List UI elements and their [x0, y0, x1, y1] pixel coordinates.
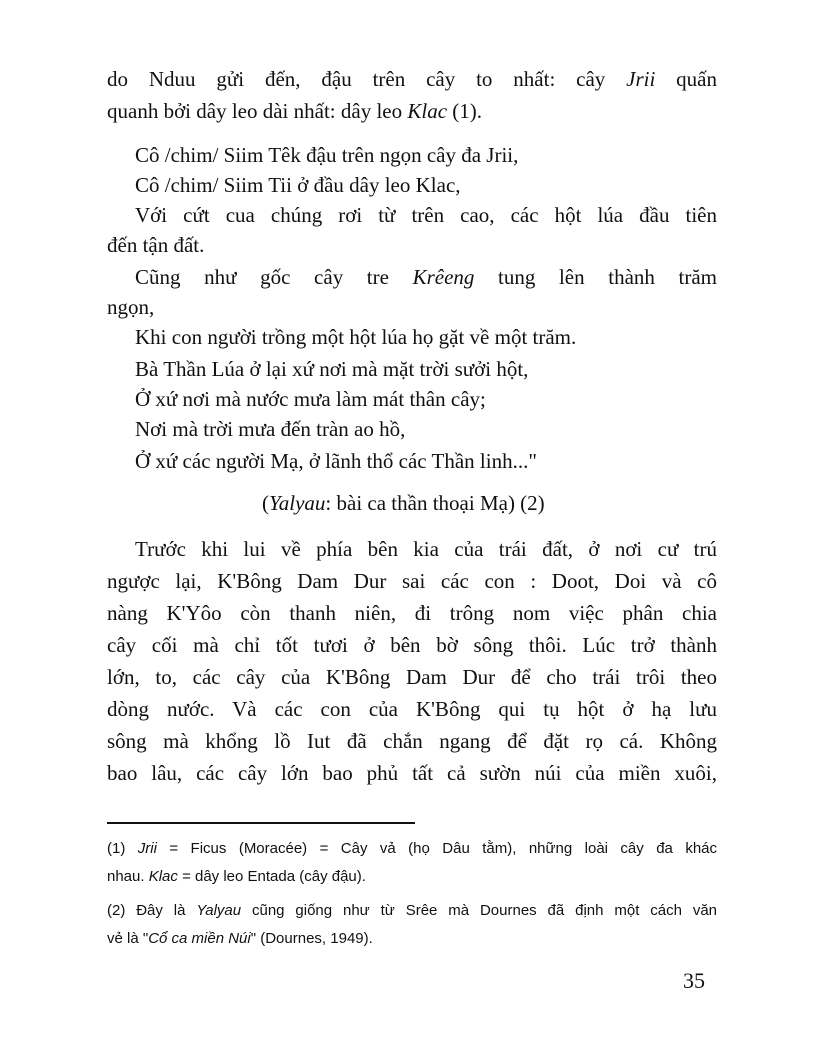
poem-line-1: Cô /chim/ Siim Têk đậu trên ngọn cây đa Jrii, [135, 143, 519, 167]
poem-line-11: Ở xứ các người Mạ, ở lãnh thổ các Thần linh..." [135, 449, 537, 473]
intro-line-1: do Nduu gửi đến, đậu trên cây to nhất: cây Jrii quấn [107, 67, 717, 91]
body-line-8: bao lâu, các cây lớn bao phủ tất cả sườn núi của miền xuôi, [107, 761, 717, 785]
footnote-1-line-1: (1) Jrii = Ficus (Moracée) = Cây vả (họ Dâu tằm), những loài cây đa khác [107, 840, 718, 857]
poem-line-8: Bà Thần Lúa ở lại xứ nơi mà mặt trời sưởi hột, [135, 357, 529, 381]
poem-line-3: Với cứt cua chúng rơi từ trên cao, các hột lúa đầu tiên [135, 203, 717, 227]
poem-line-2: Cô /chim/ Siim Tii ở đầu dây leo Klac, [135, 173, 461, 197]
body-line-7: sông mà khổng lồ Iut đã chắn ngang để đặt rọ cá. Không [107, 729, 717, 753]
poem-line-6: ngọn, [107, 295, 155, 319]
body-line-4: cây cối mà chỉ tốt tươi ở bên bờ sông thôi. Lúc trở thành [107, 633, 717, 657]
poem-line-5: Cũng như gốc cây tre Krêeng tung lên thành trăm [135, 265, 717, 289]
poem-line-10: Nơi mà trời mưa đến tràn ao hồ, [135, 417, 406, 441]
body-line-1: Trước khi lui về phía bên kia của trái đất, ở nơi cư trú [135, 537, 717, 561]
footnote-2-line-1: (2) Đây là Yalyau cũng giống như từ Srêe mà Dournes đã định một cách văn [107, 902, 718, 919]
body-line-5: lớn, to, các cây của K'Bông Dam Dur để cho trái trôi theo [107, 665, 717, 689]
poem-line-9: Ở xứ nơi mà nước mưa làm mát thân cây; [135, 387, 486, 411]
intro-line-2: quanh bởi dây leo dài nhất: dây leo Klac (1). [107, 99, 483, 123]
body-line-2: ngược lại, K'Bông Dam Dur sai các con : Doot, Doi và cô [107, 569, 717, 593]
poem-line-4: đến tận đất. [107, 233, 205, 257]
footnote-2-line-2: vẻ là "Cổ ca miền Núi" (Dournes, 1949). [107, 930, 373, 947]
page-number: 35 [683, 968, 705, 993]
footnote-1-line-2: nhau. Klac = dây leo Entada (cây đậu). [107, 868, 366, 885]
body-line-6: dòng nước. Và các con của K'Bông qui tụ hột ở hạ lưu [107, 697, 717, 721]
footnote-divider [107, 822, 415, 824]
body-line-3: nàng K'Yôo còn thanh niên, đi trông nom việc phân chia [107, 601, 717, 625]
poem-line-7: Khi con người trồng một hột lúa họ gặt về một trăm. [135, 325, 577, 349]
poem-source: (Yalyau: bài ca thần thoại Mạ) (2) [262, 491, 545, 515]
